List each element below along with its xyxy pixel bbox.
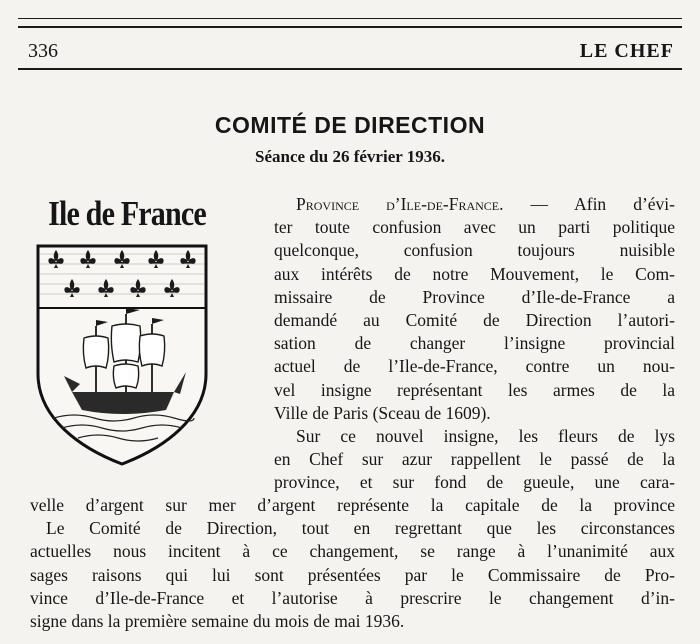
top-rule bbox=[18, 26, 682, 28]
header-rule bbox=[18, 68, 682, 70]
emblem-label: Ile de France bbox=[48, 194, 206, 233]
body-line: quelconque, confusion toujours nuisible bbox=[274, 240, 675, 261]
body-line: Le Comité de Direction, tout en regrettant que les circonstances bbox=[46, 518, 675, 539]
body-line: velle d’argent sur mer d’argent représente la capitale de la province bbox=[30, 495, 675, 515]
body-line: sages raisons qui lui sont présentées par le Commissaire de Pro- bbox=[30, 564, 675, 585]
body-line: aux intérêts de notre Mouvement, le Com- bbox=[274, 263, 675, 284]
body-line: actuel de l’Ile-de-France, contre un nou- bbox=[274, 356, 675, 377]
body-line: ter toute confusion avec un parti politique bbox=[274, 217, 675, 238]
body-line: demandé au Comité de Direction l’autori- bbox=[274, 309, 675, 330]
emblem bbox=[28, 194, 222, 468]
coat-of-arms-icon bbox=[34, 242, 210, 468]
running-head bbox=[28, 40, 674, 63]
body-line: Province d’Ile-de-France. — Afin d’évi- bbox=[296, 194, 675, 214]
body-line: en Chef sur azur rappellent le passé de la bbox=[274, 449, 675, 470]
body-line: actuelles nous incitent à ce changement, se range à l’unanimité aux bbox=[30, 541, 675, 562]
page-number: 336 bbox=[28, 40, 58, 62]
body-line: Sur ce nouvel insigne, les fleurs de lys bbox=[296, 425, 675, 446]
section-lead: Province d’Ile-de-France. bbox=[296, 194, 504, 214]
body-line: missaire de Province d’Ile-de-France a bbox=[274, 286, 675, 307]
top-rule-thin bbox=[18, 18, 682, 19]
article-subtitle: Séance du 26 février 1936. bbox=[255, 147, 445, 166]
body-line: Ville de Paris (Sceau de 1609). bbox=[274, 402, 491, 423]
body-line: sation de changer l’insigne provincial bbox=[274, 333, 675, 354]
body-column-right bbox=[274, 193, 675, 494]
body-line: vel insigne représentant les armes de la bbox=[274, 379, 675, 400]
body-column-full bbox=[30, 494, 675, 633]
running-title: LE CHEF bbox=[579, 40, 674, 62]
body-line: signe dans la première semaine du mois de mai 1936. bbox=[30, 610, 405, 631]
article-title: COMITÉ DE DIRECTION bbox=[214, 112, 486, 138]
body-line: vince d’Ile-de-France et l’autorise à prescrire le changement d’in- bbox=[30, 587, 675, 608]
body-line: province, et sur fond de gueule, une cara- bbox=[274, 472, 675, 493]
